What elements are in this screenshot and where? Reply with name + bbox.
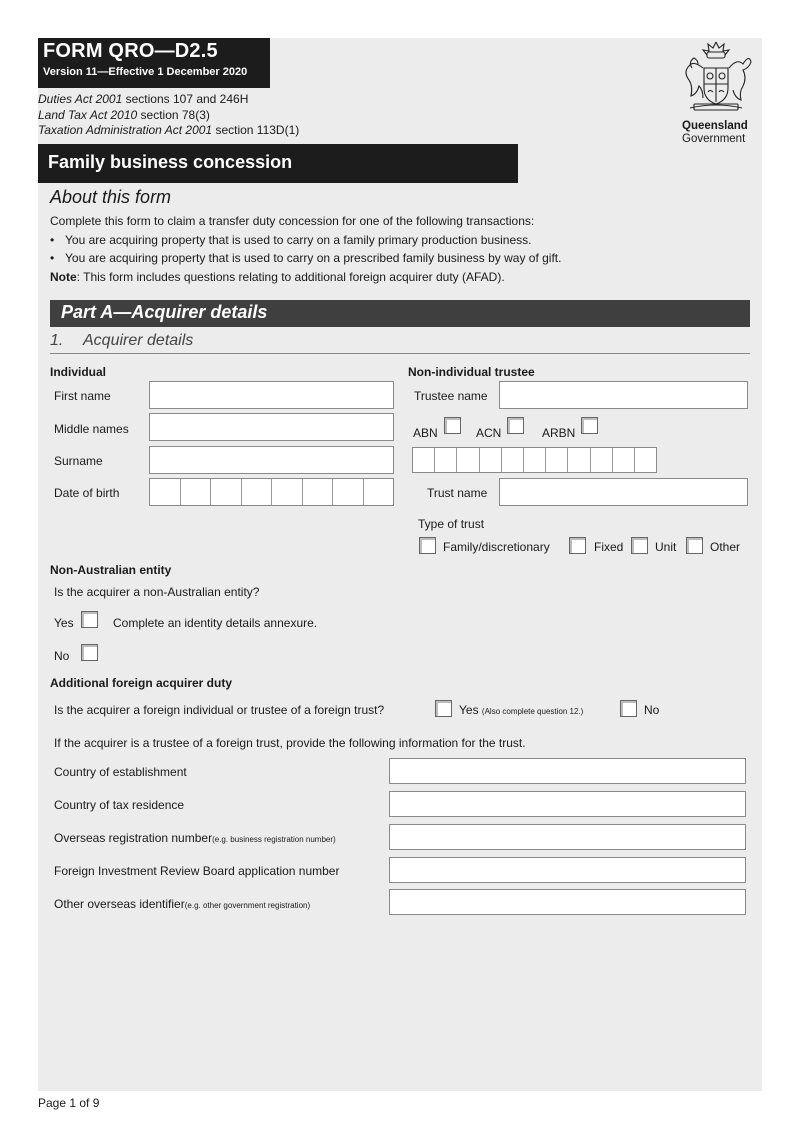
- non-australian-question: Is the acquirer a non-Australian entity?: [54, 585, 260, 599]
- firb-application-number-label: Foreign Investment Review Board application number: [54, 864, 340, 878]
- date-of-birth-label: Date of birth: [54, 486, 120, 500]
- first-name-label: First name: [54, 389, 111, 403]
- unit-trust-checkbox[interactable]: [631, 537, 648, 554]
- part-a-bar: [50, 300, 750, 327]
- trustee-name-label: Trustee name: [414, 389, 488, 403]
- first-name-field[interactable]: [149, 381, 394, 409]
- acn-label: ACN: [476, 426, 502, 440]
- surname-label: Surname: [54, 454, 103, 468]
- abn-checkbox[interactable]: [444, 417, 461, 434]
- family-discretionary-checkbox[interactable]: [419, 537, 436, 554]
- act-reference: Taxation Administration Act 2001 section 113D(1): [38, 123, 300, 137]
- act-reference: Land Tax Act 2010 section 78(3): [38, 107, 210, 122]
- non-australian-yes-label: Yes: [54, 616, 74, 630]
- list-item: • You are acquiring property that is used to carry on a prescribed family business by way of gift.: [50, 251, 562, 265]
- form-code-block: [38, 38, 270, 88]
- family-discretionary-label: Family/discretionary: [443, 540, 550, 554]
- act-reference: Duties Act 2001 sections 107 and 246H: [38, 92, 249, 106]
- about-text: [50, 212, 561, 286]
- overseas-registration-number-label: Overseas registration number(e.g. business registration number): [54, 831, 336, 845]
- trust-name-field[interactable]: [499, 478, 748, 506]
- afad-yes-note: (Also complete question 12.): [481, 707, 584, 716]
- afad-yes-checkbox[interactable]: [435, 700, 452, 717]
- logo-government-text: Government: [682, 133, 746, 145]
- afad-no-checkbox[interactable]: [620, 700, 637, 717]
- non-australian-no-label: No: [54, 649, 70, 663]
- acn-checkbox[interactable]: [507, 417, 524, 434]
- country-of-establishment-field[interactable]: [389, 758, 746, 784]
- logo-queensland-text: Queensland: [682, 120, 748, 132]
- non-australian-yes-checkbox[interactable]: [81, 611, 98, 628]
- about-heading: About this form: [50, 187, 172, 207]
- non-australian-yes-note: Complete an identity details annexure.: [113, 616, 318, 630]
- queensland-coat-of-arms-icon: [676, 38, 756, 118]
- other-trust-checkbox[interactable]: [686, 537, 703, 554]
- divider: [50, 353, 750, 354]
- country-of-establishment-label: Country of establishment: [54, 765, 187, 779]
- page-number: Page 1 of 9: [38, 1096, 100, 1110]
- fixed-trust-label: Fixed: [594, 540, 624, 554]
- foreign-trust-info: If the acquirer is a trustee of a foreign trust, provide the following information for the trust.: [54, 736, 526, 750]
- about-intro: Complete this form to claim a transfer duty concession for one of the following transactions:: [50, 214, 535, 228]
- about-note: Note: This form includes questions relating to additional foreign acquirer duty (AFAD).: [50, 269, 505, 284]
- overseas-registration-number-field[interactable]: [389, 824, 746, 850]
- form-version: Version 11—Effective 1 December 2020: [43, 66, 248, 78]
- non-australian-heading: Non-Australian entity: [50, 563, 172, 577]
- date-of-birth-field[interactable]: [149, 478, 394, 506]
- afad-heading: Additional foreign acquirer duty: [50, 676, 233, 690]
- part-a-title: Part A—Acquirer details: [61, 302, 268, 322]
- individual-heading: Individual: [50, 365, 107, 379]
- trustee-name-field[interactable]: [499, 381, 748, 409]
- arbn-checkbox[interactable]: [581, 417, 598, 434]
- form-title: Family business concession: [48, 152, 293, 172]
- other-overseas-identifier-label: Other overseas identifier(e.g. other government registration): [54, 897, 311, 911]
- middle-names-field[interactable]: [149, 413, 394, 441]
- legislation-references: [38, 92, 299, 139]
- country-of-tax-residence-field[interactable]: [389, 791, 746, 817]
- middle-names-label: Middle names: [54, 422, 129, 436]
- fixed-trust-checkbox[interactable]: [569, 537, 586, 554]
- queensland-government-logo: [676, 38, 756, 148]
- firb-application-number-field[interactable]: [389, 857, 746, 883]
- trustee-heading: Non-individual trustee: [408, 365, 535, 379]
- country-of-tax-residence-label: Country of tax residence: [54, 798, 185, 812]
- abn-acn-arbn-number-field[interactable]: [412, 447, 657, 473]
- unit-trust-label: Unit: [655, 540, 677, 554]
- list-item: • You are acquiring property that is used to carry on a family primary production business.: [50, 232, 532, 247]
- arbn-label: ARBN: [542, 426, 576, 440]
- trust-name-label: Trust name: [427, 486, 488, 500]
- abn-label: ABN: [413, 426, 438, 440]
- afad-no-label: No: [644, 703, 660, 717]
- surname-field[interactable]: [149, 446, 394, 474]
- afad-question: Is the acquirer a foreign individual or trustee of a foreign trust?: [54, 703, 385, 717]
- type-of-trust-label: Type of trust: [418, 517, 485, 531]
- non-australian-no-checkbox[interactable]: [81, 644, 98, 661]
- form-code: FORM QRO—D2.5: [43, 40, 218, 62]
- other-trust-label: Other: [710, 540, 741, 554]
- question-1-heading: 1. Acquirer details: [50, 332, 194, 349]
- other-overseas-identifier-field[interactable]: [389, 889, 746, 915]
- form-title-bar: [38, 144, 518, 183]
- afad-yes-label: Yes (Also complete question 12.): [459, 703, 584, 717]
